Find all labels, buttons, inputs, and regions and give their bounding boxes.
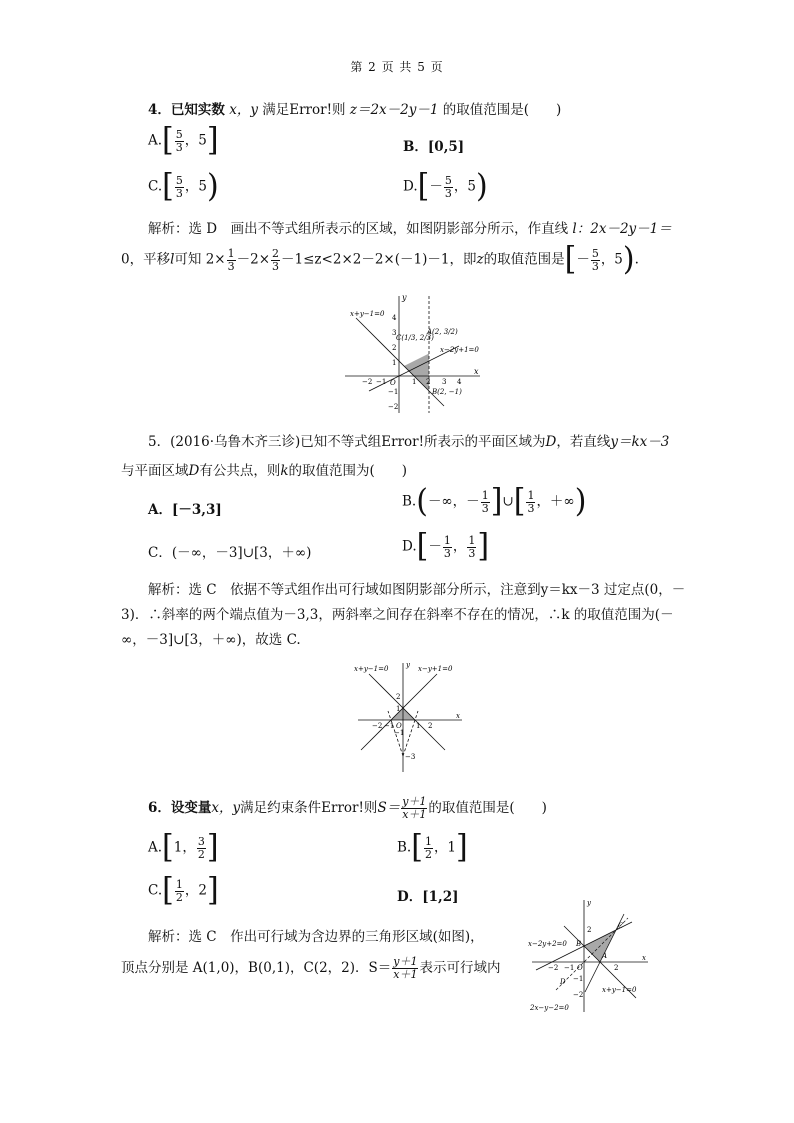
frac-num: 5 — [175, 173, 183, 187]
frac-den: x＋1 — [402, 808, 427, 821]
frac-den: 3 — [481, 501, 489, 515]
q4-optC-label: C. — [148, 178, 163, 195]
bracket-close: ] — [206, 872, 219, 909]
q6-sol2-b: 表示可行域内 — [419, 960, 501, 976]
q6-point-b-label: B — [576, 940, 582, 948]
q5-line2-c: 有公共点，则 — [199, 463, 281, 479]
bracket-open: [ — [162, 829, 174, 866]
paren-close: ) — [206, 168, 219, 205]
q4-optC-frac — [175, 175, 184, 200]
q6-option-b — [397, 829, 468, 866]
tick-label: 2 — [396, 693, 401, 701]
q4-optA-tail: ，5 — [184, 132, 207, 149]
tick-label: −1 — [384, 722, 395, 730]
bracket-open: [ — [417, 168, 430, 205]
x-axis-label: x — [642, 954, 646, 962]
q5-line-x-plus-y — [369, 674, 445, 750]
q6-y-ticks — [573, 926, 591, 999]
q4-sol1-b: l：2x－2y－1＝ — [572, 221, 672, 237]
q5-line2-label: x−y+1=0 — [418, 665, 453, 673]
tick-label: 2 — [614, 964, 619, 972]
q6-point-a-label: A — [602, 952, 608, 960]
bracket-close: ] — [456, 829, 468, 866]
q6-optC-frac — [175, 879, 184, 904]
origin-label: O — [390, 379, 396, 387]
q5-optD-label: D. — [402, 538, 417, 555]
frac-den: 3 — [444, 186, 452, 200]
q4-sol2-d: －2× — [236, 251, 271, 268]
q6-stem — [148, 796, 547, 821]
frac-den: 3 — [468, 546, 476, 560]
q5-line2-e: 的取值范围为( ) — [288, 463, 408, 479]
frac-num: 2 — [272, 246, 280, 260]
q6-s: S＝ — [377, 800, 401, 816]
q6-point-d-label: D — [560, 978, 566, 986]
q4-sol2-frac2 — [271, 248, 280, 273]
frac-den: 2 — [424, 847, 432, 861]
q4-optD-frac — [444, 175, 453, 200]
q4-sol2-g: 的取值范围是 — [483, 251, 565, 268]
bracket-open: [ — [513, 483, 526, 520]
frac-num: 5 — [591, 246, 599, 260]
frac-den: 2 — [197, 847, 205, 861]
q4-expr: z＝2x－2y－1 — [349, 102, 439, 118]
tick-label: −1 — [376, 378, 387, 386]
bracket-close: ] — [206, 829, 219, 866]
bracket-open: [ — [564, 241, 577, 278]
q5-optB-frac1 — [481, 490, 490, 515]
q5-optB-a: －∞，－ — [427, 493, 480, 510]
tick-label: 3 — [442, 378, 447, 386]
q6-point-c-label: C — [618, 922, 624, 930]
tick-label: 1 — [412, 378, 417, 386]
q5-optB-label: B. — [402, 493, 417, 510]
q6-optC-label: C. — [148, 882, 163, 899]
q6-stem-c: 的取值范围是( ) — [428, 800, 547, 816]
q4-optC-tail: ，5 — [184, 178, 207, 195]
q6-solution-line1: 解析：选 C 作出可行域为含边界的三角形区域(如图)， — [148, 929, 484, 945]
q6-option-c — [148, 872, 219, 909]
tick-label: −1 — [573, 975, 584, 983]
frac-den: 3 — [591, 259, 599, 273]
q4-vars: x，y — [229, 102, 258, 118]
y-axis-label: y — [406, 661, 410, 669]
tick-label: −1 — [394, 729, 405, 737]
q5-optD-a: － — [428, 538, 442, 555]
q6-stem-b: 满足约束条件Error!则 — [240, 800, 378, 816]
bracket-open: [ — [162, 872, 174, 909]
q5-option-a: A．[－3,3] — [148, 502, 222, 518]
q5-stem-d: D — [545, 434, 557, 450]
frac-den: 3 — [443, 546, 451, 560]
q4-optA-label: A. — [148, 132, 163, 149]
q6-x-ticks — [548, 964, 618, 972]
q4-sol2-b: l — [170, 251, 175, 268]
q5-line2-d: k — [280, 463, 289, 479]
q5-stem-b: ，若直线 — [556, 434, 611, 450]
q4-optD-pre: － — [429, 178, 443, 195]
x-axis-label: x — [456, 712, 460, 720]
q4-solution-line1 — [148, 217, 672, 237]
y-axis-label: y — [587, 899, 591, 907]
q4-sol2-frac3 — [591, 248, 600, 273]
q6-optB-a: ，1 — [433, 839, 457, 856]
q4-y-ticks — [388, 314, 398, 411]
tick-label: 1 — [392, 359, 397, 367]
q4-figure — [340, 288, 490, 418]
q6-sol2-frac — [392, 956, 418, 981]
frac-num: y＋1 — [393, 955, 418, 968]
tick-label: 4 — [392, 314, 397, 322]
tick-label: −2 — [388, 403, 399, 411]
q5-figure — [350, 655, 470, 775]
q4-sol2-e: －1≤z<2×2－2×(－1)－1，即 — [281, 251, 477, 268]
frac-num: 1 — [227, 246, 235, 260]
q6-optA-a: 1， — [173, 839, 196, 856]
bracket-open: [ — [411, 829, 423, 866]
frac-den: 3 — [175, 140, 183, 154]
q4-stem-a: 4．已知实数 — [148, 102, 225, 118]
tick-label: −1 — [564, 964, 575, 972]
y-axis-label: y — [402, 293, 407, 302]
q4-stem-c: 的取值范围是( ) — [442, 102, 562, 118]
q5-optB-b: ，＋∞ — [536, 493, 575, 510]
q4-sol2-frac1 — [227, 248, 236, 273]
tick-label: −2 — [362, 378, 373, 386]
tick-label: 4 — [457, 378, 462, 386]
q6-solution-line2 — [121, 956, 500, 981]
q6-optB-frac — [424, 836, 433, 861]
q4-sol2-i: ，5 — [600, 251, 623, 268]
q6-option-d: D．[1,2] — [397, 889, 459, 905]
q4-sol1-a: 解析：选 D 画出不等式组所表示的区域，如图阴影部分所示，作直线 — [148, 221, 569, 237]
q4-option-b: B．[0,5] — [403, 139, 465, 155]
q6-frac — [401, 796, 427, 821]
q5-stem-c: y＝kx－3 — [610, 434, 670, 450]
q4-sol2-h: － — [576, 251, 590, 268]
q4-point-a-label: A(2, 3/2) — [427, 328, 458, 336]
q4-stem — [148, 98, 561, 118]
paren-open: ( — [416, 483, 428, 520]
q5-optB-mid: ∪ — [502, 493, 514, 510]
frac-num: 3 — [197, 834, 205, 848]
q5-optD-sep: ， — [452, 538, 467, 555]
q4-option-c — [148, 168, 219, 205]
tick-label: 1 — [416, 722, 421, 730]
origin-label: O — [396, 722, 402, 730]
q4-point-c-label: C(1/3, 2/3) — [396, 334, 434, 342]
bracket-open: [ — [162, 122, 174, 159]
q4-line2-label: x−2y+1=0 — [440, 346, 479, 354]
q5-optD-frac1 — [443, 535, 452, 560]
frac-num: 1 — [424, 834, 432, 848]
frac-num: 5 — [175, 127, 183, 141]
tick-label: 3 — [392, 329, 397, 337]
q5-option-c: C．(－∞，－3]∪[3，＋∞) — [148, 545, 312, 561]
q6-line2-label: x+y−1=0 — [602, 986, 637, 994]
tick-label: −2 — [573, 991, 584, 999]
q5-stem-line1 — [148, 430, 669, 450]
bracket-close: ] — [206, 122, 219, 159]
frac-num: 1 — [443, 533, 451, 547]
frac-num: 1 — [175, 877, 183, 891]
q6-line1-label: x−2y+2=0 — [528, 940, 567, 948]
q5-solution-line2: 3)．∴斜率的两个端点值为－3,3，两斜率之间存在斜率不存在的情况，∴k 的取值范围为(－ — [121, 607, 674, 623]
frac-den: 3 — [527, 501, 535, 515]
q6-optA-label: A. — [148, 839, 163, 856]
q6-vars: x，y — [211, 800, 241, 816]
q5-optB-frac2 — [526, 490, 535, 515]
q4-optD-tail: ，5 — [453, 178, 476, 195]
q4-option-a — [148, 122, 219, 159]
q5-stem-line2 — [121, 459, 407, 479]
paren-close: ) — [475, 168, 488, 205]
bracket-close: ] — [490, 483, 503, 520]
q6-optB-label: B. — [397, 839, 412, 856]
frac-num: 1 — [481, 488, 489, 502]
q5-stem-a: 5．(2016·乌鲁木齐三诊)已知不等式组Error!所表示的平面区域为 — [148, 434, 546, 450]
q6-option-a — [148, 829, 219, 866]
q5-line1-label: x+y−1=0 — [354, 665, 389, 673]
frac-den: 2 — [175, 890, 183, 904]
q5-option-d — [402, 528, 490, 565]
bracket-open: [ — [416, 528, 429, 565]
paren-close: ) — [574, 483, 587, 520]
frac-num: 5 — [444, 173, 452, 187]
bracket-close: ] — [477, 528, 490, 565]
tick-label: −3 — [405, 753, 416, 761]
q5-optD-frac2 — [467, 535, 476, 560]
q4-line1-label: x+y−1=0 — [350, 310, 385, 318]
frac-den: x＋1 — [393, 968, 418, 981]
q4-sol2-j: . — [634, 251, 639, 268]
tick-label: 2 — [392, 344, 397, 352]
q5-option-b — [402, 483, 587, 520]
q6-figure — [528, 894, 656, 1016]
q4-option-d — [403, 168, 488, 205]
q6-optA-frac — [197, 836, 206, 861]
tick-label: 2 — [587, 926, 592, 934]
q4-point-b-label: B(2, −1) — [432, 388, 462, 396]
q6-sol2-a: 顶点分别是 A(1,0)，B(0,1)，C(2，2)．S＝ — [121, 960, 392, 976]
frac-num: 1 — [527, 488, 535, 502]
q6-line3-label: 2x−y−2=0 — [530, 1004, 569, 1012]
frac-den: 3 — [272, 259, 280, 273]
tick-label: −2 — [548, 964, 559, 972]
bracket-open: [ — [162, 168, 174, 205]
origin-label: O — [577, 964, 583, 972]
tick-label: −1 — [388, 388, 399, 396]
q4-stem-b: 满足Error!则 — [262, 102, 346, 118]
x-axis-label: x — [474, 367, 479, 376]
q4-optA-frac — [175, 129, 184, 154]
q4-sol2-f: z — [476, 251, 484, 268]
frac-den: 3 — [227, 259, 235, 273]
frac-den: 3 — [175, 186, 183, 200]
q4-x-ticks — [362, 378, 462, 386]
q4-sol2-a: 0，平移 — [121, 251, 171, 268]
q5-line2-b: D — [188, 463, 200, 479]
q6-stem-a: 6．设变量 — [148, 800, 212, 816]
tick-label: 2 — [428, 722, 433, 730]
frac-num: 1 — [468, 533, 476, 547]
frac-num: y＋1 — [402, 795, 427, 808]
q4-optD-label: D. — [403, 178, 418, 195]
q6-optC-a: ，2 — [184, 882, 207, 899]
tick-label: 1 — [396, 705, 401, 713]
q5-line2-a: 与平面区域 — [121, 463, 189, 479]
paren-close: ) — [622, 241, 635, 278]
q4-sol2-c: 可知 2× — [174, 251, 226, 268]
q4-solution-line2 — [121, 241, 639, 278]
tick-label: 2 — [426, 378, 431, 386]
page-header: 第 2 页 共 5 页 — [350, 60, 444, 74]
q5-solution-line3: ∞，－3]∪[3，＋∞)，故选 C. — [121, 632, 301, 648]
tick-label: −2 — [372, 722, 383, 730]
q5-solution-line1: 解析：选 C 依据不等式组作出可行域如图阴影部分所示，注意到y＝kx－3 过定点(0，－ — [148, 582, 686, 598]
